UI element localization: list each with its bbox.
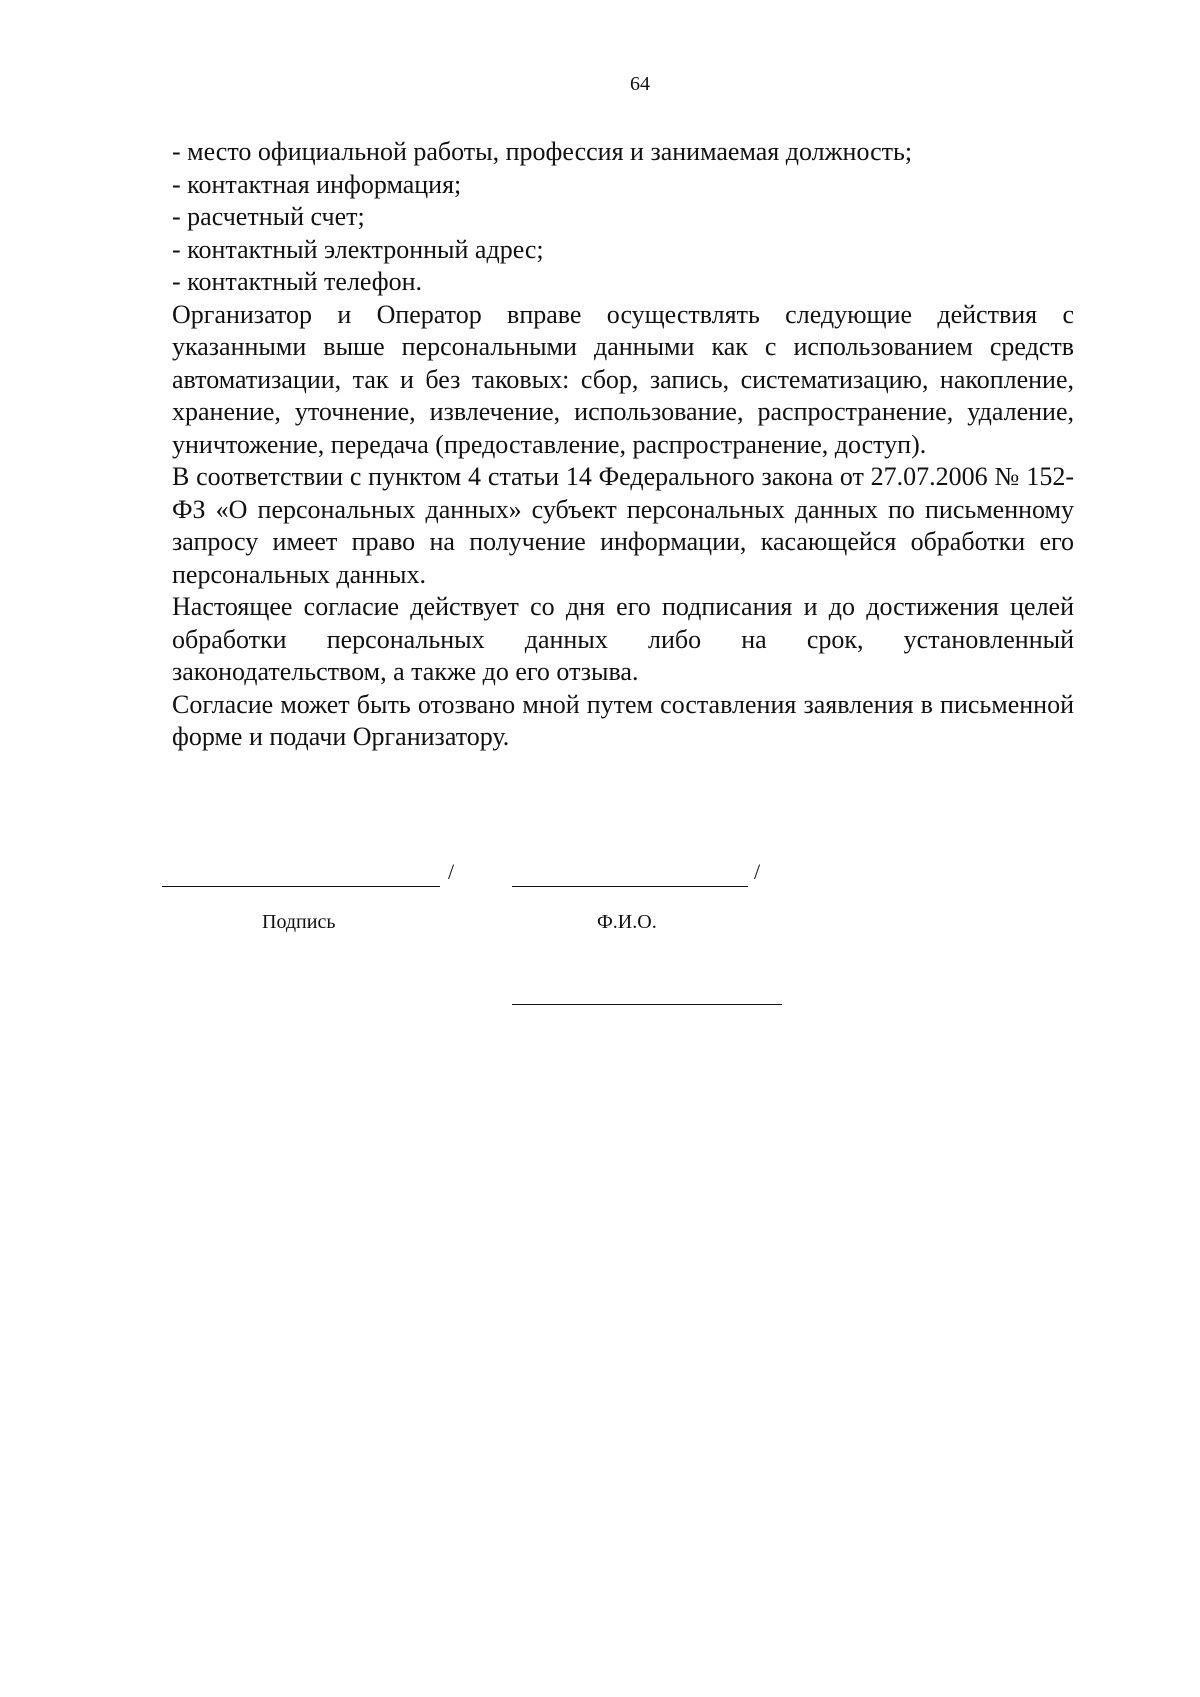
paragraph-legal-basis: В соответствии с пунктом 4 статьи 14 Федерального закона от 27.07.2006 № 152-ФЗ «О персональных данных» субъект персональных данных по письменному запросу имеет право на получение информации, касающейся обработки его персональных данных. xyxy=(172,462,1074,589)
name-line xyxy=(512,886,748,887)
name-separator: / xyxy=(754,859,761,884)
list-item: - место официальной работы, профессия и занимаемая должность; xyxy=(172,137,913,166)
date-line xyxy=(512,1004,782,1005)
name-caption: Ф.И.О. xyxy=(597,911,657,933)
list-item: - контактный электронный адрес; xyxy=(172,234,544,264)
signature-caption: Подпись xyxy=(262,911,336,933)
paragraph-validity: Настоящее согласие действует со дня его подписания и до достижения целей обработки персональных данных либо на срок, установленный законодательством, а также до его отзыва. xyxy=(172,592,1074,686)
list-item: - контактная информация; xyxy=(172,169,462,199)
paragraph-revocation: Согласие может быть отозвано мной путем составления заявления в письменной форме и подачи Организатору. xyxy=(172,689,1074,751)
signature-block xyxy=(0,860,1200,940)
signature-separator: / xyxy=(448,859,455,884)
paragraph-processing-actions: Организатор и Оператор вправе осуществлять следующие действия с указанными выше персональными данными как с использованием средств автоматизации, так и без таковых: сбор, запись, систематизацию, накопление, хранение, уточнение, извлечение, использование, распространение, удаление, уничтожение, передача (предоставление, распространение, доступ). xyxy=(172,299,1074,459)
signature-line xyxy=(162,886,440,887)
list-item: - расчетный счет; xyxy=(172,202,365,231)
list-item: - контактный телефон. xyxy=(172,267,423,296)
page-number: 64 xyxy=(630,73,650,95)
document-body xyxy=(172,136,1074,754)
